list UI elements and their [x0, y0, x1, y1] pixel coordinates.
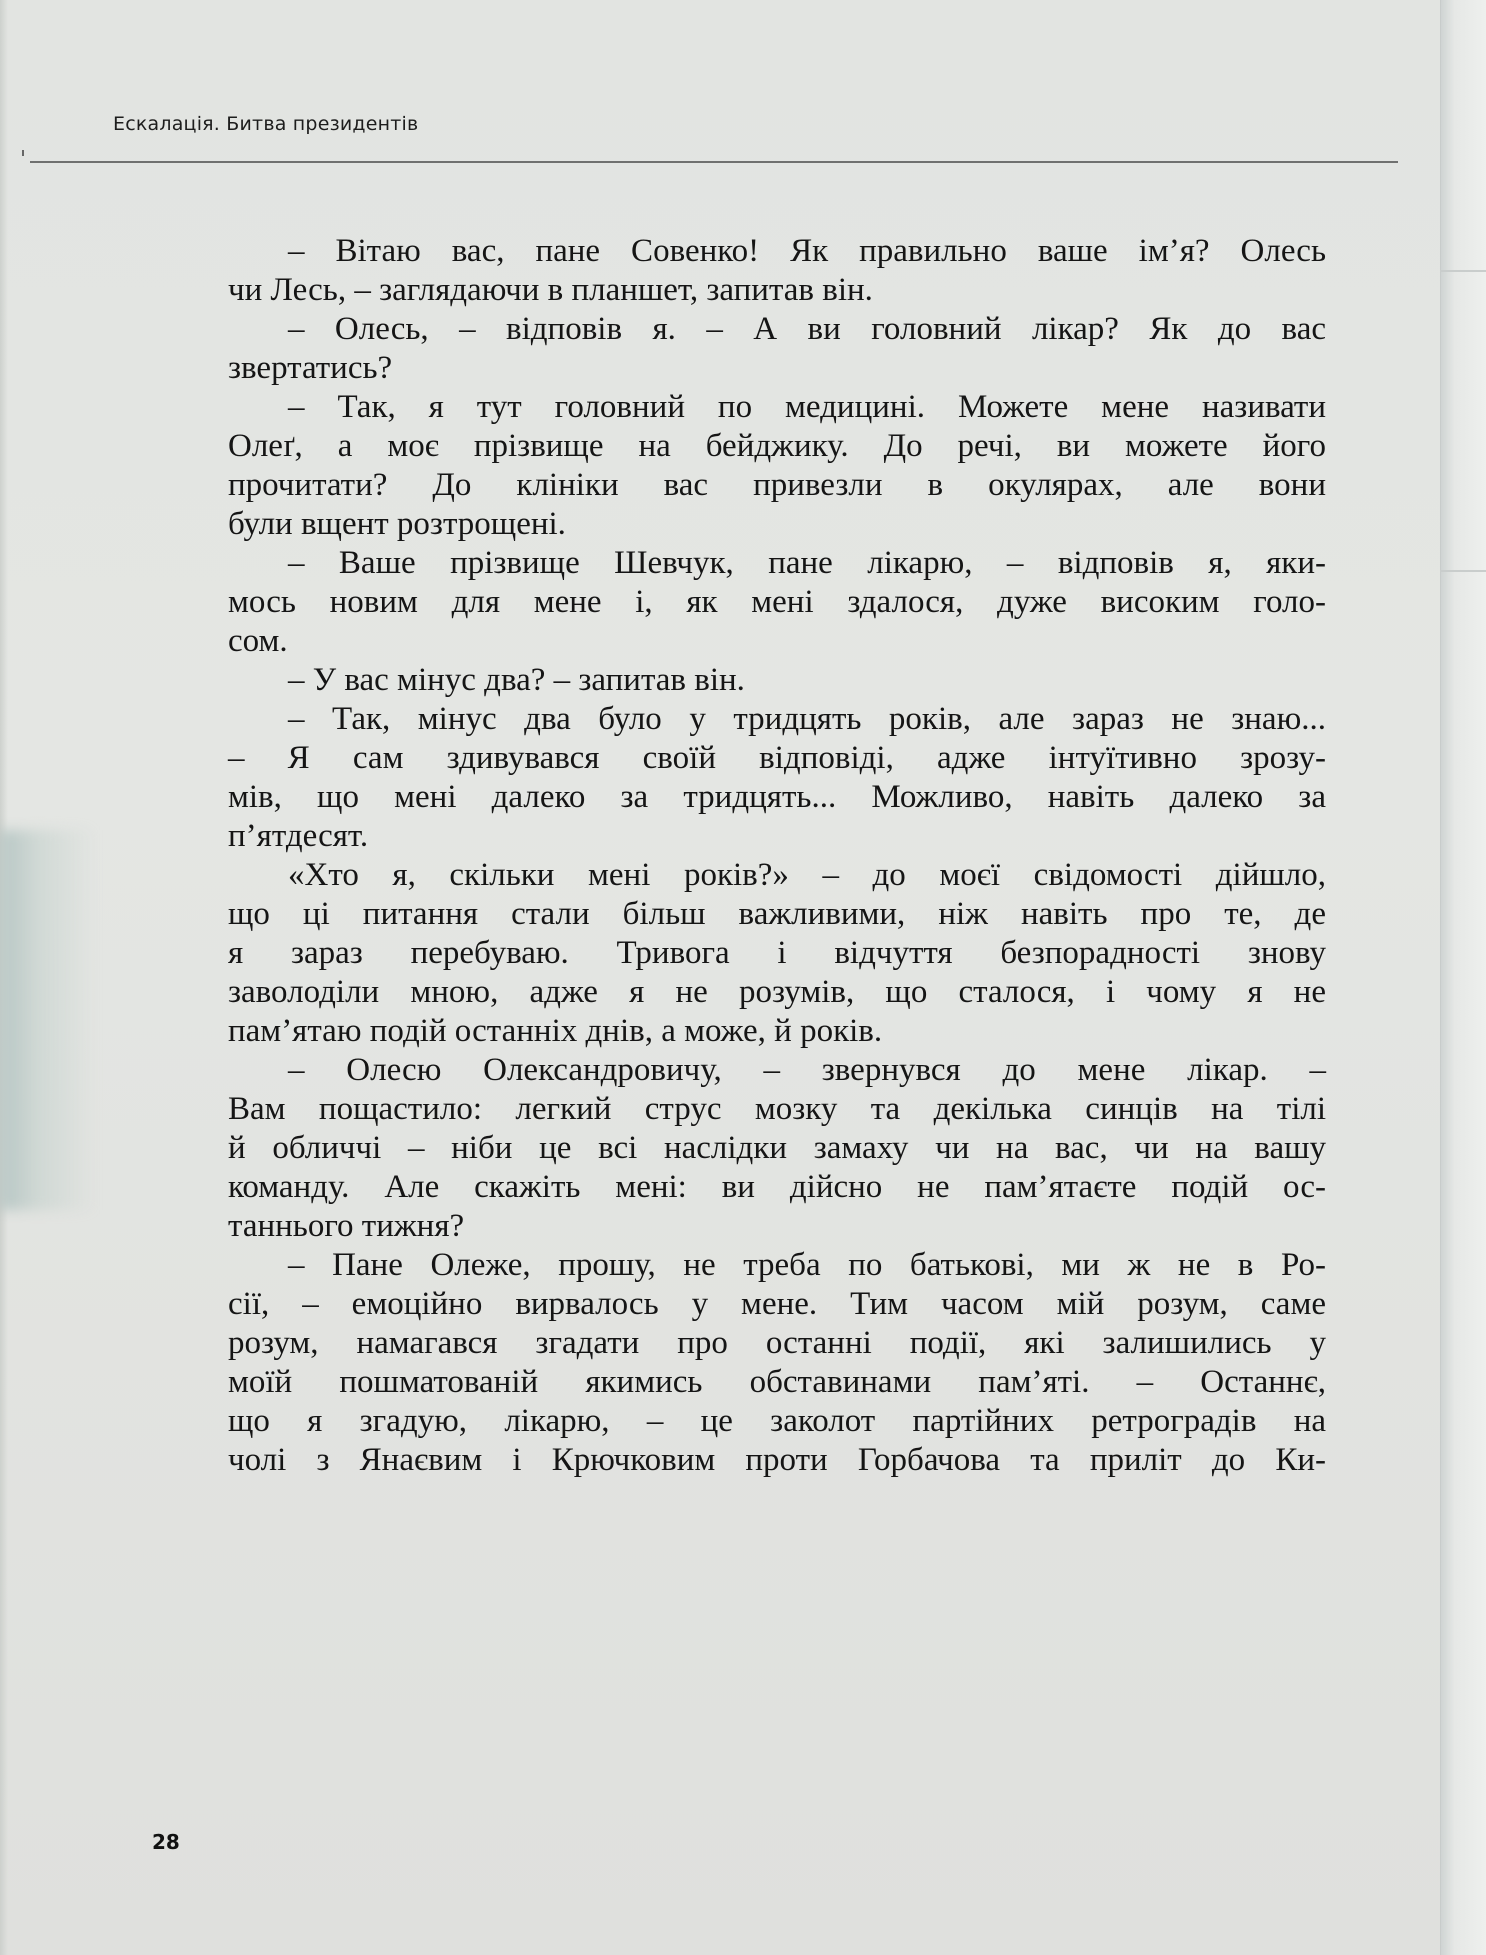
text-line: сії, – емоційно вирвалось у мене. Тим часом мій розум, саме [228, 1286, 1326, 1322]
text-line: звертатись? [228, 350, 393, 386]
gutter-shadow [0, 830, 95, 1210]
text-line: – Так, мінус два було у тридцять років, але зараз не знаю... [288, 701, 1326, 737]
text-line: Олеґ, а моє прізвище на бейджику. До речі, ви можете його [228, 428, 1326, 464]
text-line: – У вас мінус два? – запитав він. [288, 662, 745, 698]
text-line: пам’ятаю подій останніх днів, а може, й років. [228, 1013, 883, 1049]
running-header: Ескалація. Битва президентів [113, 113, 419, 135]
text-line: заволоділи мною, адже я не розумів, що сталося, і чому я не [228, 974, 1326, 1010]
page-number: 28 [152, 1830, 180, 1854]
next-page-line [1440, 570, 1486, 572]
text-line: прочитати? До клініки вас привезли в окулярах, але вони [228, 467, 1326, 503]
text-line: мів, що мені далеко за тридцять... Можливо, навіть далеко за [228, 779, 1326, 815]
text-line: що я згадую, лікарю, – це заколот партійних ретроградів на [228, 1403, 1326, 1439]
text-line: Вам пощастило: легкий струс мозку та декілька синців на тілі [228, 1091, 1326, 1127]
text-line: команду. Але скажіть мені: ви дійсно не пам’ятаєте подій ос- [228, 1169, 1326, 1205]
text-line: й обличчі – ніби це всі наслідки замаху чи на вас, чи на вашу [228, 1130, 1326, 1166]
text-line: я зараз перебуваю. Тривога і відчуття безпорадності знову [228, 935, 1326, 971]
text-line: таннього тижня? [228, 1208, 465, 1244]
text-line: – Так, я тут головний по медицині. Можете мене називати [288, 389, 1326, 425]
next-page-edge [1440, 0, 1486, 1955]
text-line: чи Лесь, – заглядаючи в планшет, запитав він. [228, 272, 873, 308]
text-line: – Олесю Олександровичу, – звернувся до мене лікар. – [288, 1052, 1326, 1088]
header-rule [30, 161, 1398, 163]
text-line: сом. [228, 623, 288, 659]
text-line: «Хто я, скільки мені років?» – до моєї свідомості дійшло, [288, 857, 1326, 893]
text-line: чолі з Янаєвим і Крючковим проти Горбачова та приліт до Ки- [228, 1442, 1326, 1478]
text-line: що ці питання стали більш важливими, ніж навіть про те, де [228, 896, 1326, 932]
body-text [228, 232, 1326, 1480]
text-line: – Пане Олеже, прошу, не треба по батькові, ми ж не в Ро- [288, 1247, 1326, 1283]
text-line: – Олесь, – відповів я. – А ви головний лікар? Як до вас [288, 311, 1326, 347]
header-rule-tick [22, 150, 24, 156]
text-line: – Я сам здивувався своїй відповіді, адже інтуїтивно зрозу- [228, 740, 1326, 776]
text-line: – Вітаю вас, пане Совенко! Як правильно ваше ім’я? Олесь [288, 233, 1326, 269]
text-line: – Ваше прізвище Шевчук, пане лікарю, – відповів я, яки- [288, 545, 1326, 581]
next-page-line [1440, 270, 1486, 272]
text-line: мось новим для мене і, як мені здалося, дуже високим голо- [228, 584, 1326, 620]
text-line: були вщент розтрощені. [228, 506, 566, 542]
text-line: п’ятдесят. [228, 818, 369, 854]
text-line: моїй пошматованій якимись обставинами пам’яті. – Останнє, [228, 1364, 1326, 1400]
text-line: розум, намагався згадати про останні події, які залишились у [228, 1325, 1326, 1361]
